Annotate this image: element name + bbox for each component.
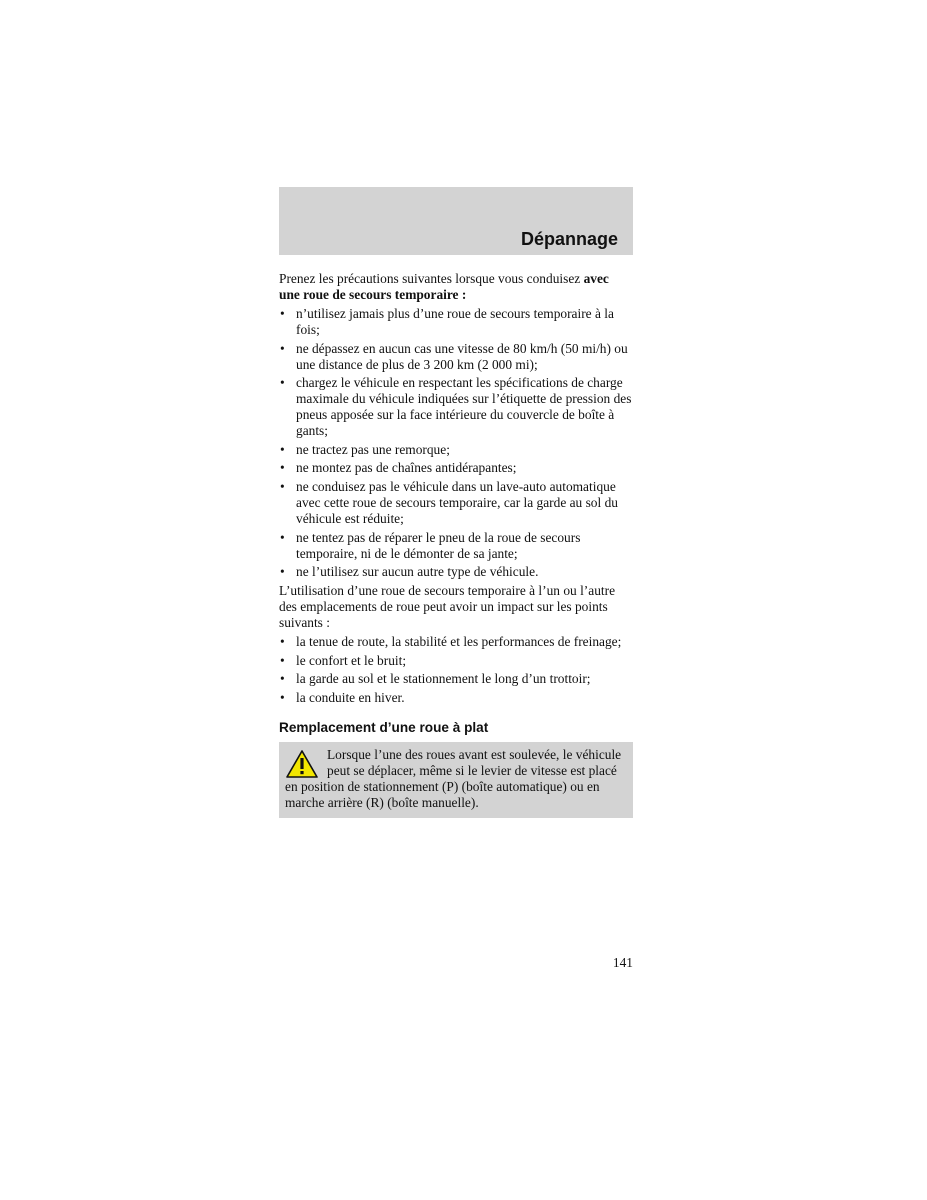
- warning-box: [279, 742, 633, 818]
- impacts-list: [279, 634, 633, 706]
- list-item: • chargez le véhicule en respectant les spécifications de charge maximale du véhicule indiquées sur l’étiquette de pression des pneus apposée sur la face intérieure du couvercle de boîte à gants;: [279, 375, 633, 439]
- section-heading: Remplacement d’une roue à plat: [279, 719, 489, 735]
- impact-paragraph: L’utilisation d’une roue de secours temporaire à l’un ou l’autre des emplacements de roue peut avoir un impact sur les points suivants :: [279, 583, 616, 631]
- intro-bold: avec une roue de secours temporaire :: [279, 271, 609, 302]
- warning-text: Lorsque l’une des roues avant est soulevée, le véhicule peut se déplacer, même si le levier de vitesse est placé en position de stationnement (P) (boîte automatique) ou en marche arrière (R) (boîte manuelle).: [285, 746, 622, 810]
- list-item: • la tenue de route, la stabilité et les performances de freinage;: [279, 634, 633, 650]
- intro-paragraph: [279, 271, 633, 303]
- list-item: • ne montez pas de chaînes antidérapantes;: [279, 460, 633, 476]
- list-item: • le confort et le bruit;: [279, 653, 633, 669]
- list-item: • ne tentez pas de réparer le pneu de la roue de secours temporaire, ni de le démonter de sa jante;: [279, 530, 633, 562]
- list-item: • ne dépassez en aucun cas une vitesse de 80 km/h (50 mi/h) ou une distance de plus de 3 200 km (2 000 mi);: [279, 341, 633, 373]
- intro-text: Prenez les précautions suivantes lorsque vous conduisez: [279, 271, 584, 286]
- list-item: • ne l’utilisez sur aucun autre type de véhicule.: [279, 564, 633, 580]
- precautions-list: [279, 306, 633, 580]
- chapter-header-band: [279, 187, 633, 255]
- chapter-title: Dépannage: [520, 229, 618, 249]
- warning-triangle-icon: [285, 749, 319, 779]
- list-item: • la conduite en hiver.: [279, 690, 633, 706]
- list-item: • ne tractez pas une remorque;: [279, 442, 633, 458]
- page-number: 141: [612, 955, 633, 970]
- list-item: • la garde au sol et le stationnement le long d’un trottoir;: [279, 671, 633, 687]
- page-column: [279, 187, 633, 970]
- list-item: • n’utilisez jamais plus d’une roue de secours temporaire à la fois;: [279, 306, 633, 338]
- list-item: • ne conduisez pas le véhicule dans un lave-auto automatique avec cette roue de secours temporaire, car la garde au sol du véhicule est réduite;: [279, 479, 633, 527]
